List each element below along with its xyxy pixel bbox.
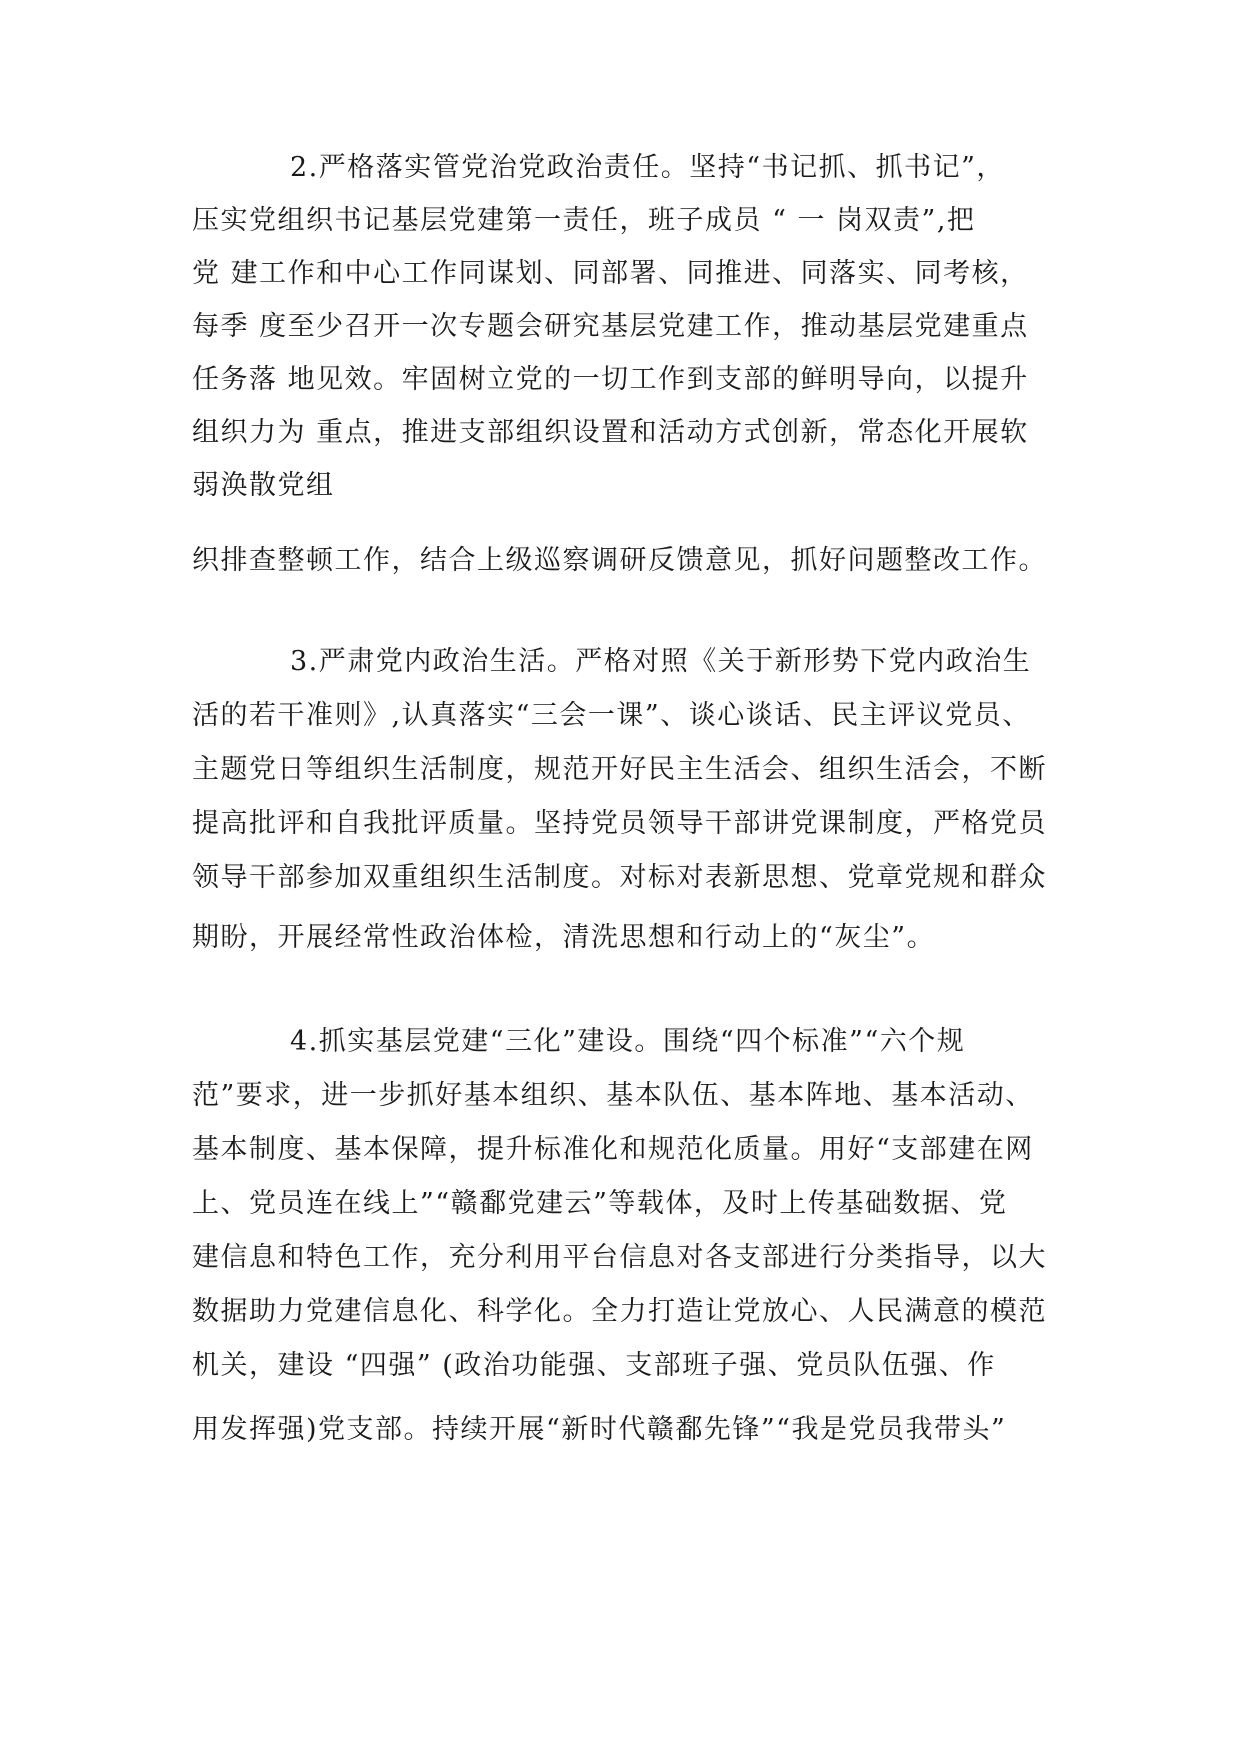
text-line: 组织力为 重点，推进支部组织设置和活动方式创新，常态化开展软: [192, 417, 1029, 448]
text-line: 3.严肃党内政治生活。严格对照《关于新形势下党内政治生: [290, 646, 1032, 677]
text-line: 用发挥强)党支部。持续开展“新时代赣鄱先锋”“我是党员我带头”: [192, 1414, 1007, 1445]
text-line: 数据助力党建信息化、科学化。全力打造让党放心、人民满意的模范: [192, 1296, 1047, 1327]
text-line: 主题党日等组织生活制度，规范开好民主生活会、组织生活会，不断: [192, 754, 1047, 785]
text-line: 弱涣散党组: [192, 470, 335, 501]
text-line: 建信息和特色工作，充分利用平台信息对各支部进行分类指导，以大: [192, 1242, 1047, 1273]
text-line: 活的若干准则》,认真落实“三会一课”、谈心谈话、民主评议党员、: [192, 700, 1031, 731]
text-line: 基本制度、基本保障，提升标准化和规范化质量。用好“支部建在网: [192, 1134, 1034, 1165]
text-line: 上、党员连在线上”“赣鄱党建云”等载体，及时上传基础数据、党: [192, 1188, 1008, 1219]
text-line: 机关，建设 “四强” (政治功能强、支部班子强、党员队伍强、作: [192, 1350, 996, 1381]
text-line: 织排查整顿工作，结合上级巡察调研反馈意见，抓好问题整改工作。: [192, 545, 1047, 576]
text-line: 任务落 地见效。牢固树立党的一切工作到支部的鲜明导向，以提升: [192, 364, 1029, 395]
text-line: 期盼，开展经常性政治体检，清洗思想和行动上的“灰尘”。: [192, 922, 936, 953]
text-line: 党 建工作和中心工作同谋划、同部署、同推进、同落实、同考核，: [192, 258, 1029, 289]
text-line: 范”要求，进一步抓好基本组织、基本队伍、基本阵地、基本活动、: [192, 1080, 1034, 1111]
text-line: 2.严格落实管党治党政治责任。坚持“书记抓、抓书记”，: [290, 152, 1005, 183]
text-line: 提高批评和自我批评质量。坚持党员领导干部讲党课制度，严格党员: [192, 808, 1047, 839]
text-line: 压实党组织书记基层党建第一责任，班子成员 “ 一 岗双责”,把: [192, 205, 976, 236]
text-line: 4.抓实基层党建“三化”建设。围绕“四个标准”“六个规: [290, 1026, 966, 1057]
text-line: 领导干部参加双重组织生活制度。对标对表新思想、党章党规和群众: [192, 862, 1047, 893]
text-line: 每季 度至少召开一次专题会研究基层党建工作，推动基层党建重点: [192, 311, 1029, 342]
